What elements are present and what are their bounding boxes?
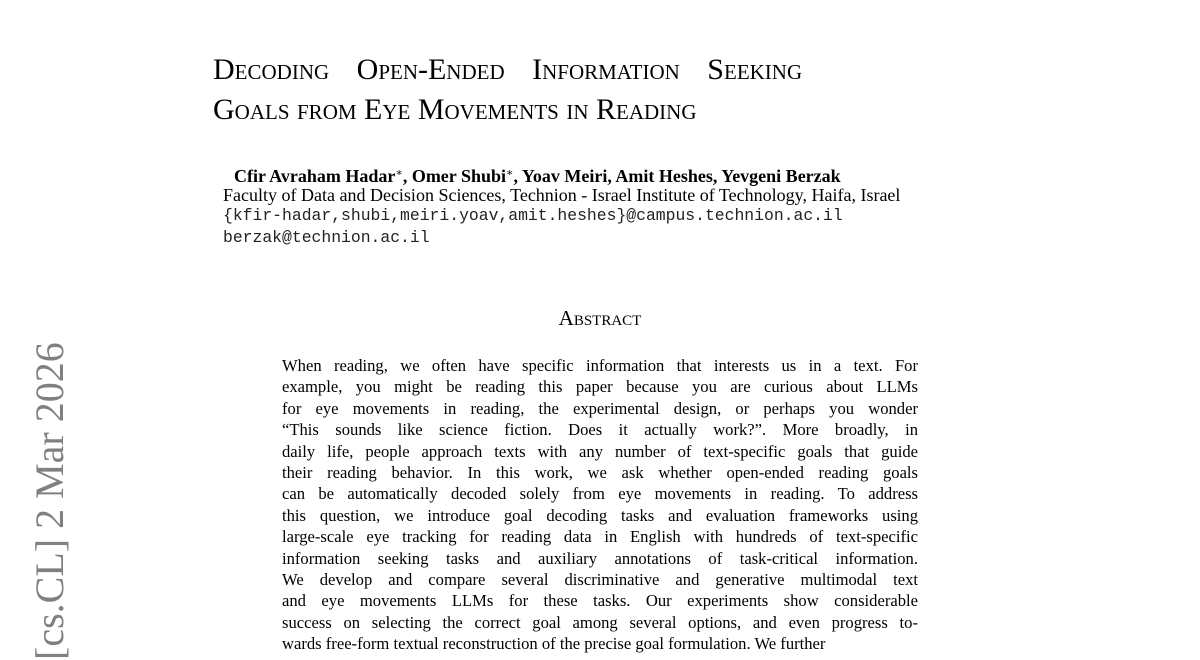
title-line-1: Decoding Open-Ended Information Seeking bbox=[213, 53, 803, 86]
abstract-line: When reading, we often have specific information that interests us in a text. For bbox=[282, 356, 918, 375]
author-name: Omer Shubi bbox=[411, 166, 507, 186]
author-list: Cfir Avraham Hadar∗, Omer Shubi∗, Yoav Meiri, Amit Heshes, Yevgeni Berzak bbox=[234, 166, 841, 186]
abstract-line: information seeking tasks and auxiliary annotations of task-critical information. bbox=[282, 548, 918, 568]
abstract-line: “This sounds like science fiction. Does it actually work?”. More broadly, in bbox=[282, 420, 918, 440]
abstract-heading: Abstract bbox=[558, 306, 642, 330]
title-line-2: Goals from Eye Movements in Reading bbox=[213, 93, 697, 126]
abstract-line: daily life, people approach texts with any number of text-specific goals that guide bbox=[282, 441, 918, 461]
affiliation: Faculty of Data and Decision Sciences, Technion - Israel Institute of Technology, Haifa, Israel bbox=[223, 185, 901, 205]
abstract-line: for eye movements in reading, the experimental design, or perhaps you wonder bbox=[282, 398, 918, 418]
author-footnote-mark: ∗ bbox=[506, 167, 514, 179]
abstract-line: this question, we introduce goal decoding tasks and evaluation frameworks using bbox=[282, 505, 918, 525]
abstract-line: wards free-form textual reconstruction of the precise goal formulation. We further bbox=[282, 634, 826, 654]
email-line-1: {kfir-hadar,shubi,meiri.yoav,amit.heshes}@campus.technion.ac.il bbox=[223, 206, 843, 225]
author-name: Yevgeni Berzak bbox=[721, 166, 841, 186]
paper-title bbox=[213, 50, 802, 130]
abstract-body bbox=[282, 355, 918, 655]
email-line-2: berzak@technion.ac.il bbox=[223, 228, 430, 247]
author-name: Amit Heshes bbox=[615, 166, 713, 186]
arxiv-identifier-stamp: [cs.CL] 2 Mar 2026 bbox=[27, 342, 72, 660]
author-footnote-mark: ∗ bbox=[395, 167, 403, 179]
abstract-line: can be automatically decoded solely from eye movements in reading. To address bbox=[282, 484, 918, 504]
abstract-line: example, you might be reading this paper because you are curious about LLMs bbox=[282, 377, 918, 397]
author-name: Cfir Avraham Hadar bbox=[234, 166, 396, 186]
abstract-line: We develop and compare several discriminative and generative multimodal text bbox=[282, 570, 918, 590]
author-name: Yoav Meiri bbox=[521, 166, 608, 186]
abstract-line: large-scale eye tracking for reading data in English with hundreds of text-specific bbox=[282, 527, 918, 547]
abstract-line: success on selecting the correct goal among several options, and even progress to- bbox=[282, 612, 918, 632]
abstract-line: and eye movements LLMs for these tasks. Our experiments show considerable bbox=[282, 591, 918, 611]
abstract-line: their reading behavior. In this work, we ask whether open-ended reading goals bbox=[282, 463, 918, 483]
